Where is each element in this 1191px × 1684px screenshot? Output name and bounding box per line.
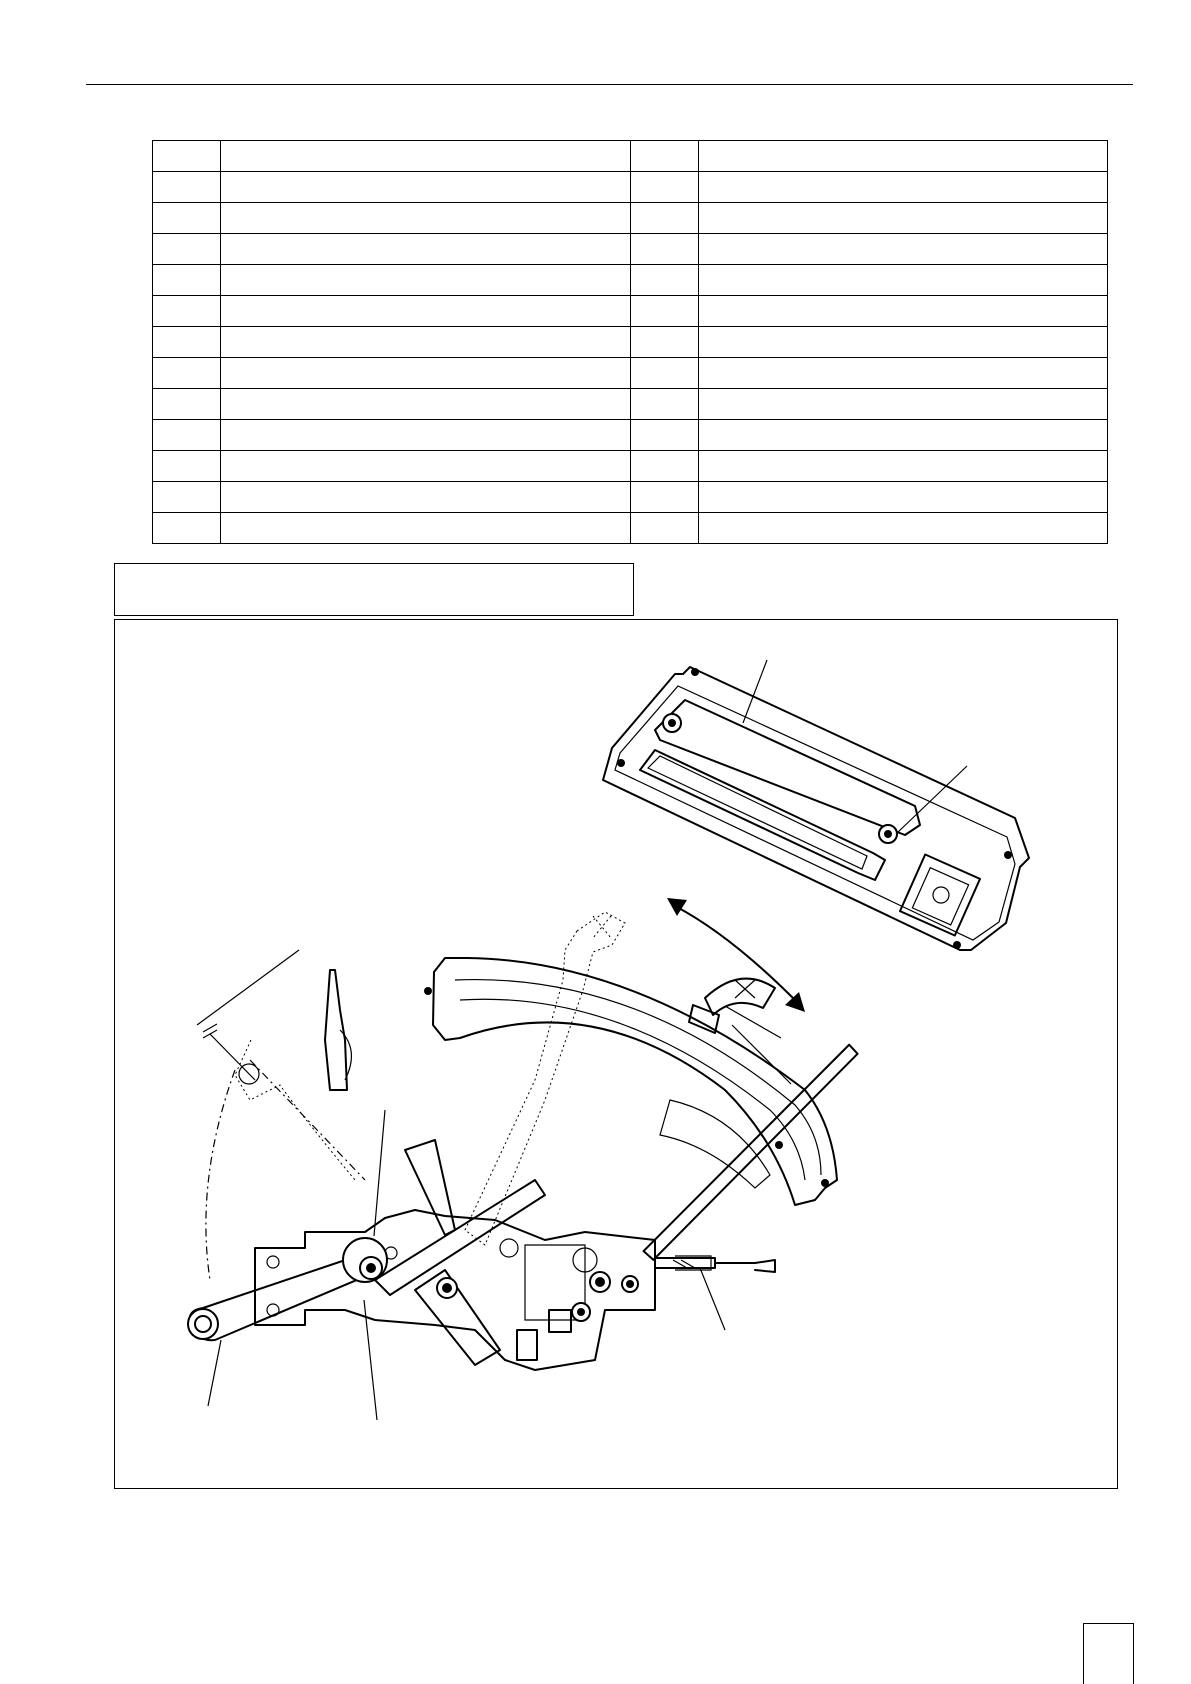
legend-item-number [153, 513, 221, 544]
legend-item-number [631, 389, 699, 420]
legend-item-number [153, 203, 221, 234]
legend-item-name [221, 172, 631, 203]
legend-item-name [699, 451, 1108, 482]
legend-item-name [699, 358, 1108, 389]
legend-row [153, 513, 1108, 544]
legend-item-number [631, 513, 699, 544]
legend-item-name [699, 141, 1108, 172]
page-number-box [1083, 1623, 1134, 1684]
legend-item-number [631, 265, 699, 296]
legend-item-number [153, 141, 221, 172]
legend-row [153, 389, 1108, 420]
legend-item-number [153, 451, 221, 482]
legend-item-number [631, 296, 699, 327]
legend-item-number [153, 265, 221, 296]
legend-item-name [699, 389, 1108, 420]
legend-item-number [153, 296, 221, 327]
legend-item-name [221, 420, 631, 451]
legend-row [153, 141, 1108, 172]
legend-item-name [221, 389, 631, 420]
legend-item-name [699, 420, 1108, 451]
legend-item-name [221, 141, 631, 172]
legend-item-number [153, 389, 221, 420]
legend-item-number [631, 327, 699, 358]
legend-item-number [631, 234, 699, 265]
legend-row [153, 234, 1108, 265]
legend-item-name [221, 296, 631, 327]
legend-item-name [221, 265, 631, 296]
parking-brake-lever-drawing [115, 620, 1117, 1488]
legend-item-number [631, 451, 699, 482]
legend-row [153, 203, 1108, 234]
legend-item-name [699, 265, 1108, 296]
legend-item-number [153, 420, 221, 451]
legend-item-name [699, 172, 1108, 203]
figure-caption-box [114, 563, 634, 616]
legend-item-name [221, 451, 631, 482]
legend-row [153, 172, 1108, 203]
legend-item-name [699, 296, 1108, 327]
legend-row [153, 296, 1108, 327]
legend-item-number [631, 358, 699, 389]
control-panel-cover [603, 660, 1029, 950]
legend-row [153, 358, 1108, 389]
legend-item-name [221, 358, 631, 389]
legend-item-name [699, 513, 1108, 544]
swing-arrow [667, 898, 805, 1012]
legend-table [152, 140, 1108, 544]
legend-item-name [221, 327, 631, 358]
legend-row [153, 420, 1108, 451]
legend-item-name [699, 327, 1108, 358]
legend-row [153, 482, 1108, 513]
legend-item-number [153, 327, 221, 358]
legend-item-name [699, 203, 1108, 234]
legend-row [153, 451, 1108, 482]
legend-item-number [631, 203, 699, 234]
legend-row [153, 327, 1108, 358]
arm-swing-arc [197, 950, 365, 1280]
legend-item-number [153, 234, 221, 265]
legend-item-number [153, 482, 221, 513]
legend-item-name [221, 513, 631, 544]
legend-item-number [631, 482, 699, 513]
quadrant-plate [424, 958, 837, 1205]
legend-row [153, 265, 1108, 296]
legend-item-name [699, 482, 1108, 513]
legend-item-number [631, 420, 699, 451]
legend-item-number [631, 172, 699, 203]
header-rule [86, 84, 1133, 85]
legend-item-name [221, 203, 631, 234]
lever-handle [643, 979, 860, 1292]
figure-frame [114, 619, 1118, 1489]
legend-item-name [221, 234, 631, 265]
legend-item-name [699, 234, 1108, 265]
legend-item-number [153, 172, 221, 203]
legend-item-name [221, 482, 631, 513]
legend-item-number [631, 141, 699, 172]
legend-item-number [153, 358, 221, 389]
